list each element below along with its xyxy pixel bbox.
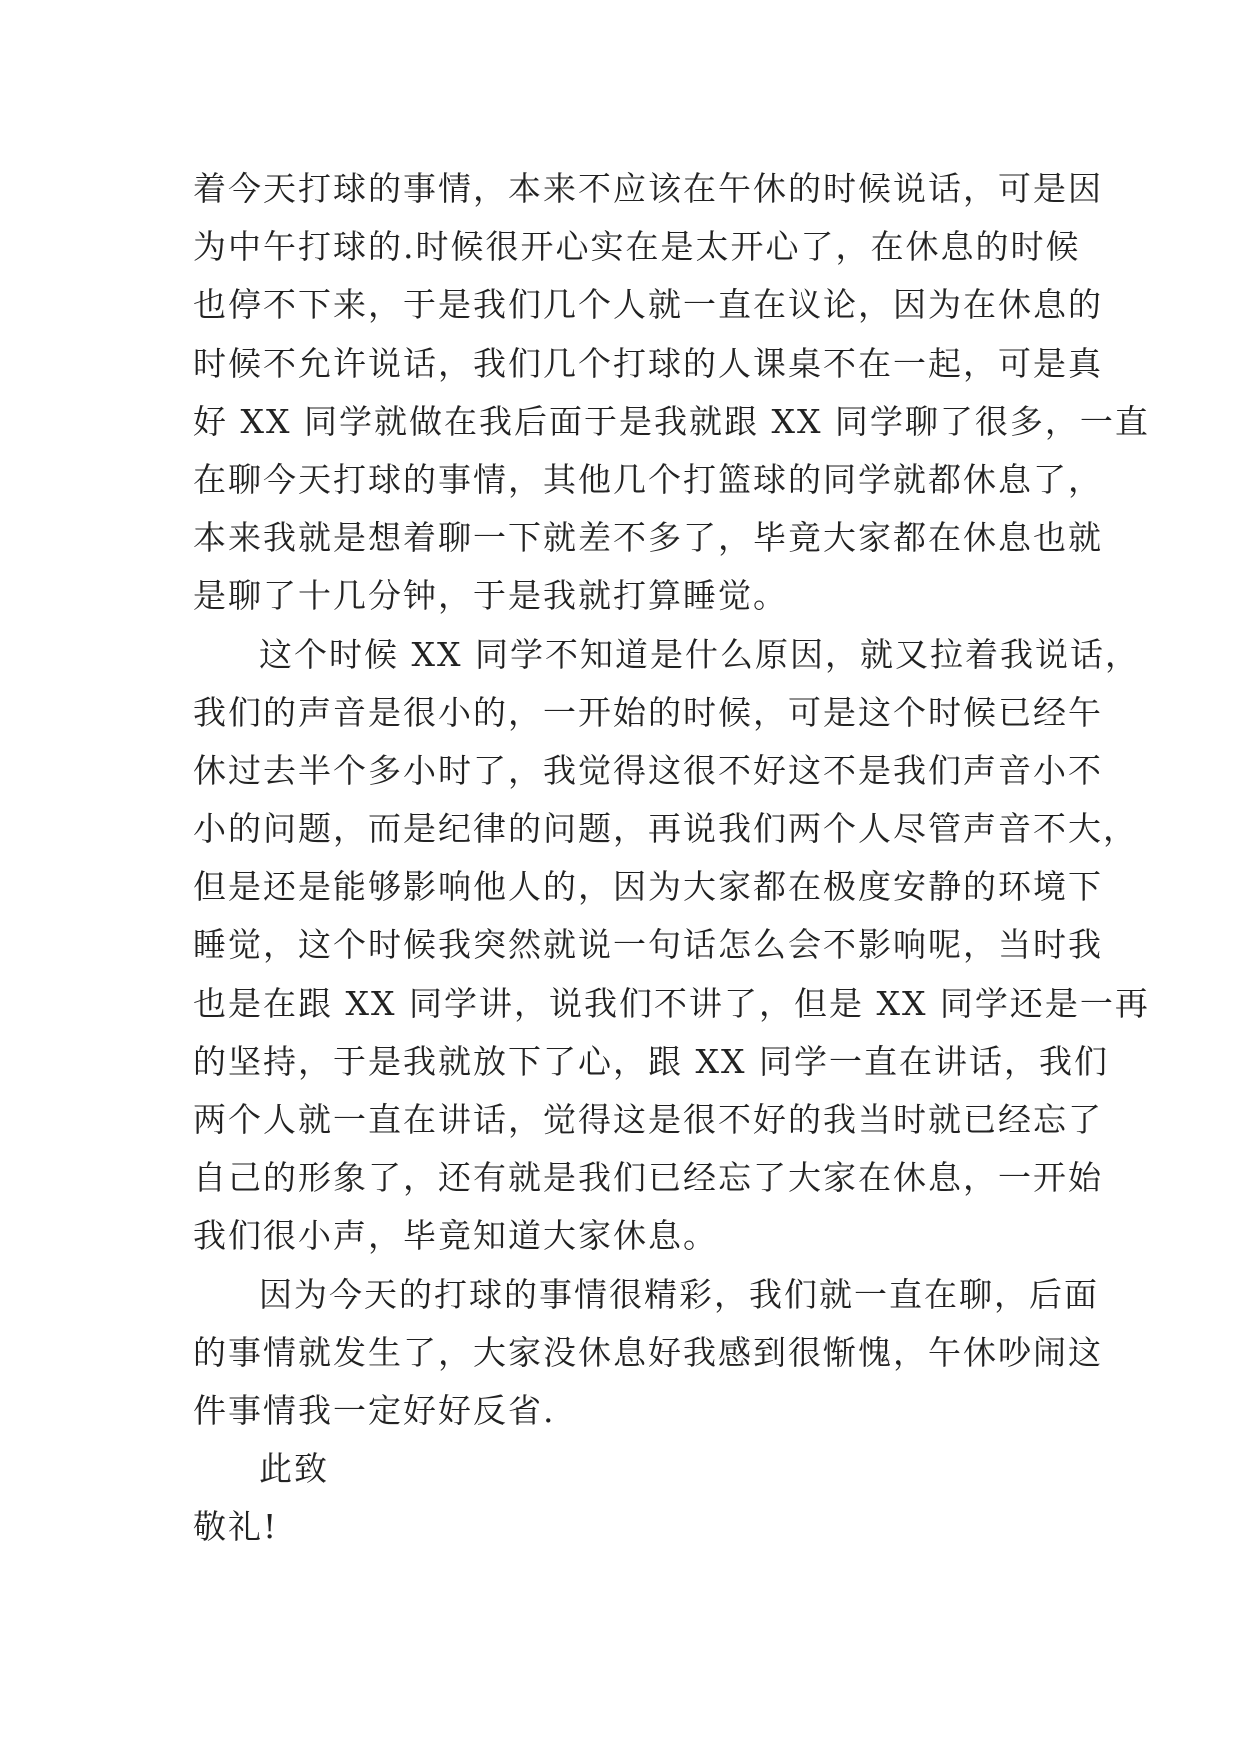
text-line: 的坚持，于是我就放下了心，跟 XX 同学一直在讲话，我们 [193, 1041, 1109, 1081]
text-line: 我们的声音是很小的，一开始的时候，可是这个时候已经午 [193, 692, 1103, 732]
text-line: 也是在跟 XX 同学讲，说我们不讲了，但是 XX 同学还是一再 [193, 983, 1150, 1023]
closing-salutation: 此致 [259, 1449, 329, 1489]
text-line: 也停不下来，于是我们几个人就一直在议论，因为在休息的 [193, 285, 1103, 325]
paragraph-start-line: 这个时候 XX 同学不知道是什么原因，就又拉着我说话， [259, 634, 1140, 674]
text-line: 本来我就是想着聊一下就差不多了，毕竟大家都在休息也就 [193, 518, 1103, 558]
text-line: 为中午打球的.时候很开心实在是太开心了，在休息的时候 [193, 227, 1081, 267]
paragraph-start-line: 因为今天的打球的事情很精彩，我们就一直在聊，后面 [259, 1274, 1099, 1314]
text-line: 休过去半个多小时了，我觉得这很不好这不是我们声音小不 [193, 750, 1103, 790]
text-line: 自己的形象了，还有就是我们已经忘了大家在休息，一开始 [193, 1158, 1103, 1198]
text-line: 我们很小声，毕竟知道大家休息。 [193, 1216, 718, 1256]
text-line: 件事情我一定好好反省. [193, 1390, 556, 1430]
text-line: 好 XX 同学就做在我后面于是我就跟 XX 同学聊了很多，一直 [193, 401, 1150, 441]
text-line: 着今天打球的事情，本来不应该在午休的时候说话，可是因 [193, 169, 1103, 208]
text-line: 的事情就发生了，大家没休息好我感到很惭愧，午休吵闹这 [193, 1332, 1103, 1372]
closing-regards: 敬礼! [193, 1507, 279, 1547]
text-line: 睡觉，这个时候我突然就说一句话怎么会不影响呢，当时我 [193, 925, 1103, 965]
text-line: 两个人就一直在讲话，觉得这是很不好的我当时就已经忘了 [193, 1100, 1103, 1139]
text-line: 是聊了十几分钟，于是我就打算睡觉。 [193, 576, 788, 616]
text-line: 但是还是能够影响他人的，因为大家都在极度安静的环境下 [193, 867, 1103, 907]
text-line: 小的问题，而是纪律的问题，再说我们两个人尽管声音不大， [193, 809, 1138, 849]
text-line: 在聊今天打球的事情，其他几个打篮球的同学就都休息了， [193, 459, 1103, 499]
letter-body [193, 160, 1150, 1557]
text-line: 时候不允许说话，我们几个打球的人课桌不在一起，可是真 [193, 343, 1103, 383]
